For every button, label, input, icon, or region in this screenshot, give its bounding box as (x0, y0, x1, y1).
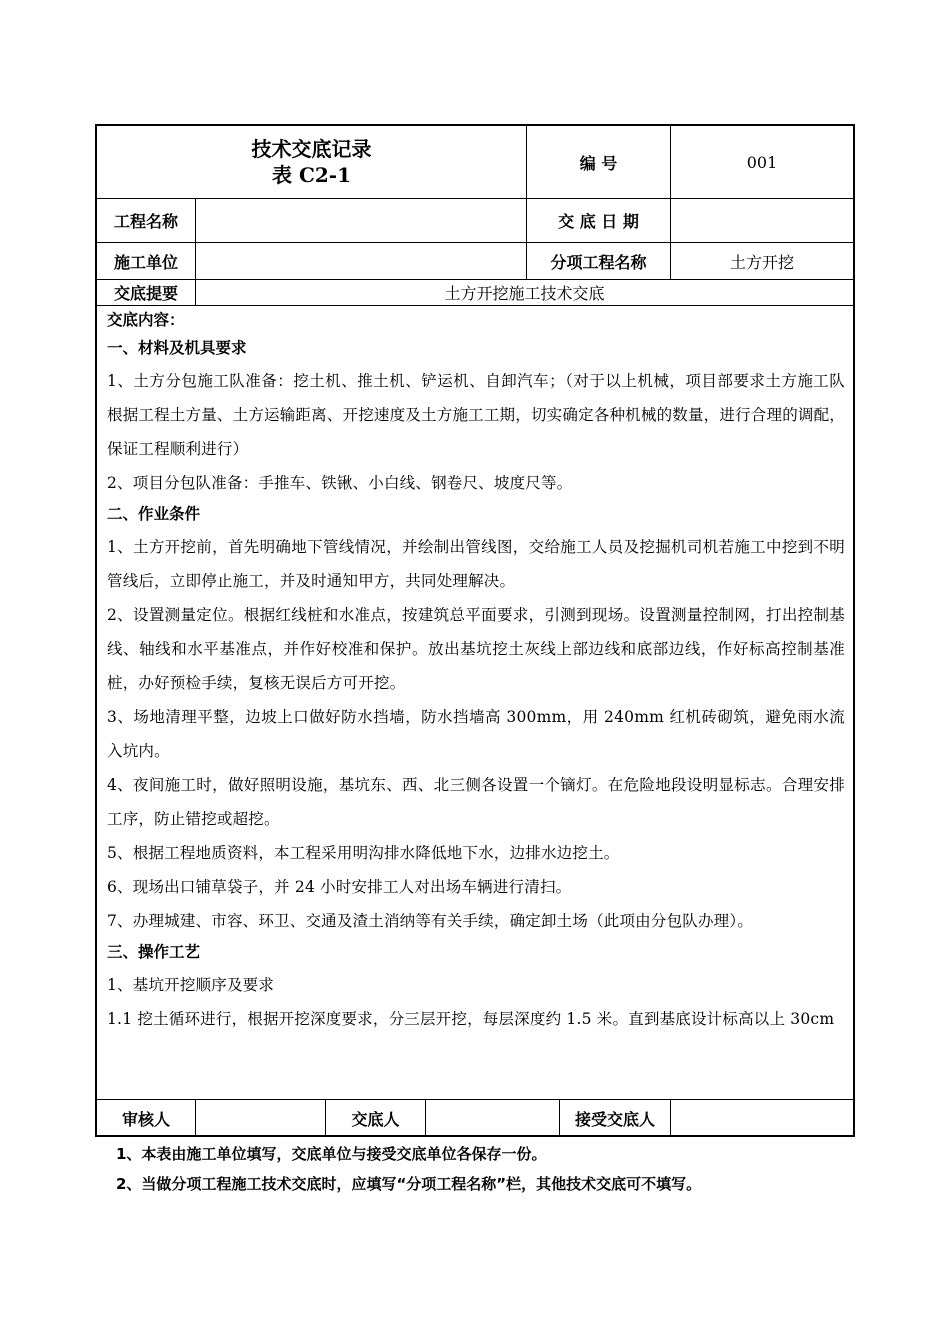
presenter-label: 交底人 (351, 1110, 400, 1129)
section-2-paragraph: 4、夜间施工时，做好照明设施，基坑东、西、北三侧各设置一个镝灯。在危险地段设明显标志。合理安排工序，防止错挖或超挖。 (107, 776, 845, 828)
disclosure-content (97, 306, 853, 1099)
form-notes (116, 1139, 701, 1199)
note-2: 2、当做分项工程施工技术交底时，应填写“分项工程名称”栏，其他技术交底可不填写。 (116, 1175, 702, 1193)
section-2-paragraph: 2、设置测量定位。根据红线桩和水准点，按建筑总平面要求，引测到现场。设置测量控制网，打出控制基线、轴线和水平基准点，并作好校准和保护。放出基坑挖土灰线上部边线和底部边线，作好标高控制基准桩，办好预检手续，复核无误后方可开挖。 (107, 606, 845, 692)
technical-disclosure-form (95, 124, 855, 1137)
date-label: 交 底 日 期 (558, 212, 639, 231)
sub-project-label: 分项工程名称 (550, 252, 647, 272)
presenter-field[interactable] (426, 1100, 559, 1137)
content-intro: 交底内容： (107, 311, 185, 329)
summary-label: 交底提要 (113, 284, 178, 303)
note-1: 1、本表由施工单位填写，交底单位与接受交底单位各保存一份。 (116, 1145, 547, 1163)
reviewer-field[interactable] (196, 1100, 325, 1137)
section-2-paragraph: 6、现场出口铺草袋子，并 24 小时安排工人对出场车辆进行清扫。 (107, 878, 572, 896)
form-title-line2: 表 C2-1 (271, 163, 351, 187)
summary-field[interactable]: 土方开挖施工技术交底 (444, 284, 605, 303)
section-3-paragraph: 1、基坑开挖顺序及要求 (107, 976, 275, 994)
section-2-paragraph: 5、根据工程地质资料，本工程采用明沟排水降低地下水，边排水边挖土。 (107, 844, 620, 862)
form-title-line1: 技术交底记录 (251, 137, 372, 161)
construction-unit-field[interactable] (196, 243, 526, 279)
project-name-label: 工程名称 (113, 212, 178, 231)
section-3-paragraph: 1.1 挖土循环进行，根据开挖深度要求，分三层开挖，每层深度约 1.5 米。直到基底设计标高以上 30cm (107, 1010, 835, 1028)
section-2-paragraph: 7、办理城建、市容、环卫、交通及渣土消纳等有关手续，确定卸土场（此项由分包队办理）。 (107, 912, 754, 930)
receiver-label: 接受交底人 (574, 1110, 655, 1129)
construction-unit-label: 施工单位 (113, 252, 178, 272)
section-2-title: 二、作业条件 (107, 505, 201, 523)
number-value[interactable]: 001 (746, 152, 778, 172)
project-name-field[interactable] (196, 199, 526, 242)
section-2-paragraph: 1、土方开挖前，首先明确地下管线情况，并绘制出管线图，交给施工人员及挖掘机司机若施工中挖到不明管线后，立即停止施工，并及时通知甲方，共同处理解决。 (107, 538, 845, 590)
sub-project-field[interactable]: 土方开挖 (729, 252, 794, 272)
number-label: 编 号 (579, 153, 618, 173)
section-1-title: 一、材料及机具要求 (107, 339, 247, 357)
section-3-title: 三、操作工艺 (107, 943, 201, 961)
section-1-paragraph: 2、项目分包队准备：手推车、铁锹、小白线、钢卷尺、坡度尺等。 (107, 474, 573, 492)
reviewer-label: 审核人 (121, 1110, 170, 1129)
form-title (97, 126, 526, 198)
receiver-field[interactable] (671, 1100, 853, 1137)
section-2-paragraph: 3、场地清理平整，边坡上口做好防水挡墙，防水挡墙高 300mm，用 240mm 红机砖砌筑，避免雨水流入坑内。 (107, 708, 845, 760)
section-1-paragraph: 1、土方分包施工队准备：挖土机、推土机、铲运机、自卸汽车；（对于以上机械，项目部要求土方施工队根据工程土方量、土方运输距离、开挖速度及土方施工工期，切实确定各种机械的数量，进行合理的调配，保证工程顺利进行） (107, 372, 845, 458)
date-field[interactable] (671, 199, 853, 242)
